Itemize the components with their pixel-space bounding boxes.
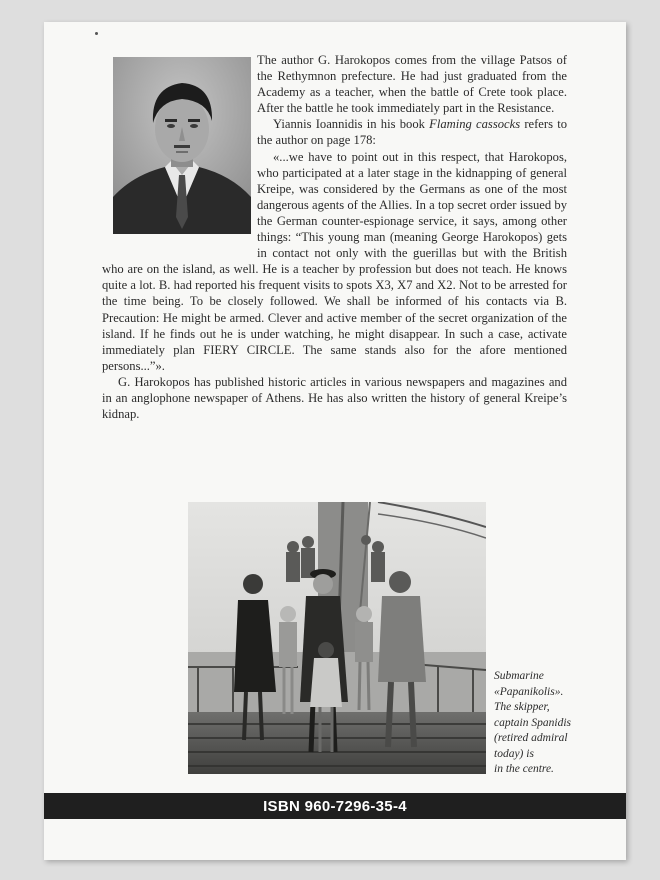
photo-caption: Submarine «Papanikolis». The skipper, captain Spanidis (retired admiral today) is in the centre. (494, 670, 571, 775)
submarine-photo-image (188, 502, 486, 774)
reference-lead: Yiannis Ioannidis in his book (273, 117, 430, 132)
back-cover (44, 22, 626, 860)
author-biography (102, 52, 567, 422)
isbn-number: ISBN 960-7296-35-4 (263, 797, 407, 815)
reference-tail: refers to the author on page 178: (257, 117, 568, 148)
intro-paragraph: The author G. Harokopos comes from the village Patsos of the Rethymnon prefecture. He had just graduated from the Academy as a teacher, when the battle of Crete took place. After the battle he took immediately part in the Resistance. (257, 53, 567, 116)
portrait-spacer (102, 52, 257, 251)
isbn-bar (44, 793, 626, 819)
book-title: Flaming cassocks (429, 117, 521, 132)
print-mark (95, 32, 98, 35)
submarine-photo (188, 502, 486, 774)
closing-paragraph: G. Harokopos has published historic articles in various newspapers and magazines and in an anglophone newspaper of Athens. He has also written the history of general Kreipe’s kidnap. (102, 374, 567, 422)
quotation-paragraph: «...we have to point out in this respect, that Harokopos, who participated at a later stage in the kidnapping of general Kreipe, was considered by the Germans as one of the most dangerous agents of the Allies. In a top secret order issued by the German counter-espionage service, it says, among other things: “This young man (meaning George Harokopos) gets in contact not only with the guerillas but with the British who are on the island, as well. He is a teacher by profession but does not teach. He knows quite a lot. B. had reported his frequent visits to spots X3, X7 and X2. Not to be arrested for the time being. To be closely followed. We shall be informed of his contacts via B. Precaution: He might be armed. Clever and active member of the secret organization of the island. If he finds out he is under watching, he might disappear. In such a case, activate immediately plan FIERY CIRCLE. The same stands also for the afore mentioned persons...”». (102, 149, 567, 373)
